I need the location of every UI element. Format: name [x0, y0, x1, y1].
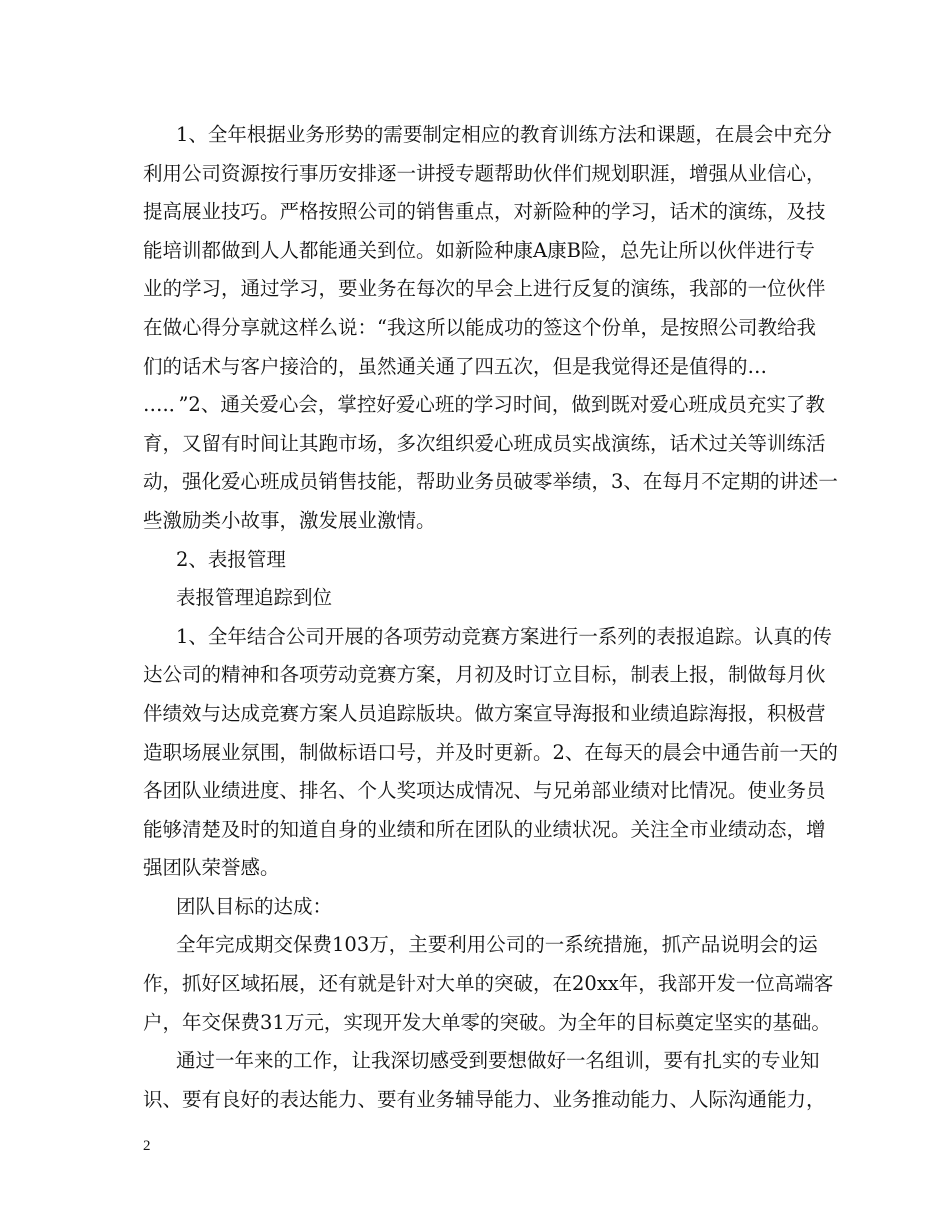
paragraph-line: 强团队荣誉感。: [143, 856, 280, 880]
paragraph-line: 户，年交保费31万元，实现开发大单零的突破。为全年的目标奠定坚实的基础。: [143, 1010, 831, 1034]
paragraph-line: 们的话术与客户接洽的，虽然通关通了四五次，但是我觉得还是值得的…: [143, 354, 768, 378]
paragraph-line: 动，强化爱心班成员销售技能，帮助业务员破零举绩，3、在每月不定期的讲述一: [143, 470, 838, 494]
paragraph-line: 通过一年来的工作，让我深切感受到要想做好一名组训，要有扎实的专业知: [176, 1049, 820, 1073]
paragraph-line: 1、全年结合公司开展的各项劳动竞赛方案进行一系列的表报追踪。认真的传: [176, 624, 832, 648]
paragraph-line: 各团队业绩进度、排名、个人奖项达成情况、与兄弟部业绩对比情况。使业务员: [143, 779, 826, 803]
paragraph-line: 业的学习，通过学习，要业务在每次的早会上进行反复的演练，我部的一位伙伴: [143, 277, 826, 301]
subsection-heading: 团队目标的达成：: [176, 894, 333, 918]
document-body: [143, 116, 838, 1119]
section-heading: 2、表报管理: [176, 547, 286, 571]
paragraph-line: 1、全年根据业务形势的需要制定相应的教育训练方法和课题，在晨会中充分: [176, 123, 832, 146]
paragraph-line: 全年完成期交保费103万，主要利用公司的一系统措施，抓产品说明会的运: [176, 933, 818, 957]
paragraph-line: 育，又留有时间让其跑市场，多次组织爱心班成员实战演练，话术过关等训练活: [143, 431, 826, 455]
paragraph-line: 识、要有良好的表达能力、要有业务辅导能力、业务推动能力、人际沟通能力，: [143, 1087, 826, 1111]
paragraph-line: 作，抓好区域拓展，还有就是针对大单的突破，在20xx年，我部开发一位高端客: [143, 972, 834, 996]
paragraph-line: 利用公司资源按行事历安排逐一讲授专题帮助伙伴们规划职涯，增强从业信心，: [143, 161, 826, 185]
paragraph-line: 造职场展业氛围，制做标语口号，并及时更新。2、在每天的晨会中通告前一天的: [143, 740, 838, 764]
paragraph-line: ….．”2、通关爱心会，掌控好爱心班的学习时间，做到既对爱心班成员充实了教: [143, 393, 825, 417]
paragraph-line: 能培训都做到人人都能通关到位。如新险种康A康B险，总先让所以伙伴进行专: [143, 238, 815, 262]
paragraph-line: 些激励类小故事，激发展业激情。: [143, 508, 436, 532]
subsection-heading: 表报管理追踪到位: [176, 586, 333, 610]
paragraph-line: 达公司的精神和各项劳动竞赛方案，月初及时订立目标，制表上报，制做每月伙: [143, 663, 826, 687]
paragraph-line: 在做心得分享就这样么说：“我这所以能成功的签这个份单，是按照公司教给我: [143, 315, 816, 339]
paragraph-line: 能够清楚及时的知道自身的业绩和所在团队的业绩状况。关注全市业绩动态，增: [143, 817, 826, 841]
page-number: 2: [143, 1138, 151, 1154]
paragraph-line: 伴绩效与达成竞赛方案人员追踪版块。做方案宣导海报和业绩追踪海报，积极营: [143, 701, 826, 725]
paragraph-line: 提高展业技巧。严格按照公司的销售重点，对新险种的学习，话术的演练，及技: [143, 200, 826, 224]
